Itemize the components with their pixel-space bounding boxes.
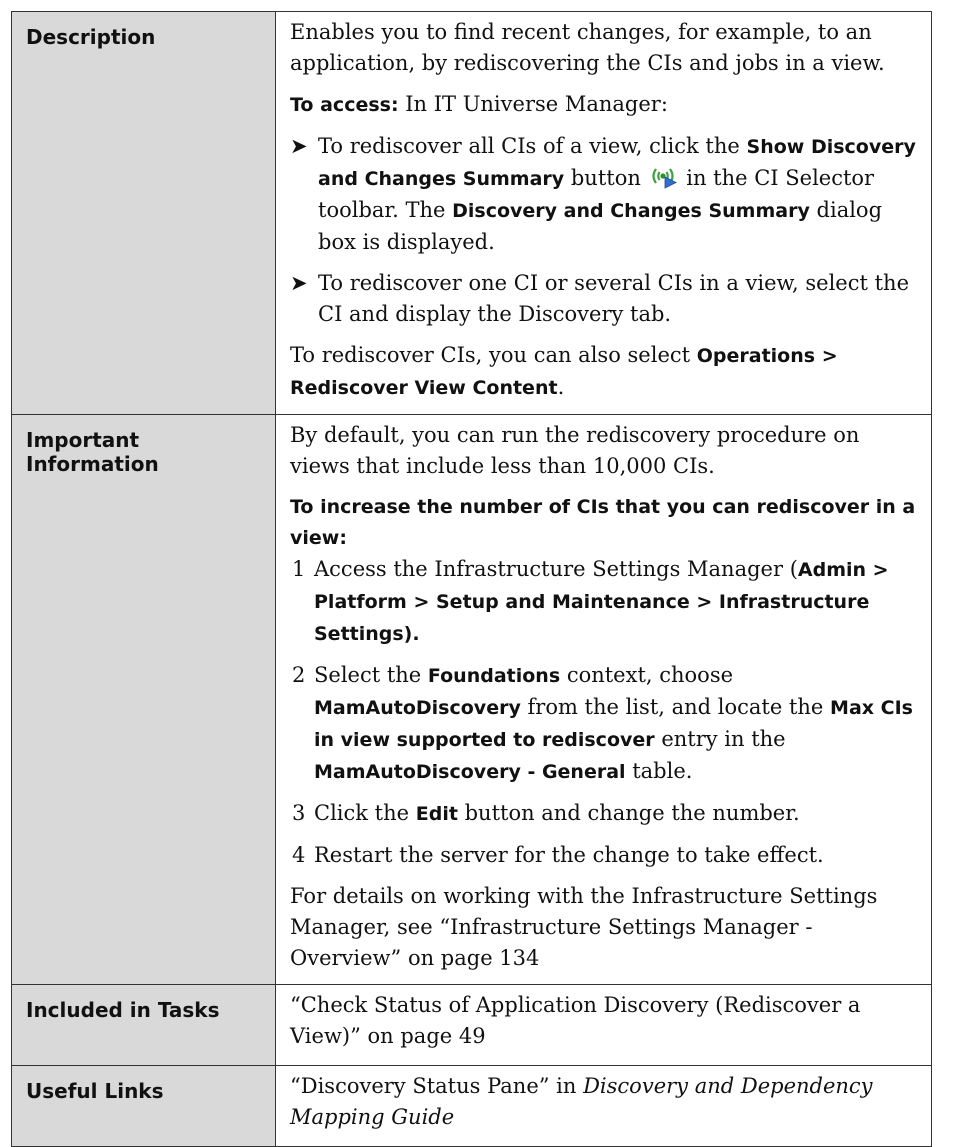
table-row: [12, 12, 932, 415]
row-label: Important Information: [12, 415, 276, 985]
text-span: Click the: [314, 801, 416, 825]
row-label: Description: [12, 12, 276, 415]
separator: >: [866, 559, 889, 581]
info-text: By default, you can run the rediscovery procedure on views that include less than 10,000 CIs.: [290, 423, 860, 478]
text-span: in the CI Selector toolbar. The: [318, 166, 875, 222]
description-text: Enables you to find recent changes, for example, to an application, by rediscovering the CIs and jobs in a view.: [290, 20, 885, 75]
list-item: [290, 798, 917, 830]
row-content: [276, 985, 932, 1066]
text-span: Access the Infrastructure Settings Manager (: [314, 557, 798, 581]
text-span: To rediscover all CIs of a view, click the: [318, 134, 747, 158]
ui-term: MamAutoDiscovery - General: [314, 761, 626, 783]
row-label: Useful Links: [12, 1066, 276, 1147]
arrow-bullet-icon: ➤: [290, 271, 308, 295]
ui-term: Operations: [696, 345, 816, 367]
text-span: context, choose: [560, 663, 734, 687]
access-label: To access:: [290, 94, 399, 116]
text-span: button: [564, 166, 648, 190]
separator: >: [815, 345, 838, 367]
guide-title: Discovery and Dependency Mapping Guide: [290, 1074, 873, 1129]
ui-term: Rediscover View Content: [290, 377, 558, 399]
separator: >: [406, 591, 436, 613]
ui-term: Foundations: [427, 665, 561, 687]
arrow-bullet-icon: ➤: [290, 134, 308, 158]
row-label: Included in Tasks: [12, 985, 276, 1066]
useful-link[interactable]: [290, 1071, 917, 1133]
also-select-line: [290, 340, 917, 404]
ui-term: Discovery and Changes Summary: [452, 200, 810, 222]
ui-term: Max CIs in view supported to rediscover: [314, 697, 913, 751]
text-span: To rediscover one CI or several CIs in a view, select the CI and display the Discovery tab.: [318, 271, 910, 326]
ui-term: Admin: [797, 559, 867, 581]
text-span: entry in the: [654, 727, 786, 751]
procedure-heading: To increase the number of CIs that you can rediscover in a view:: [290, 496, 916, 549]
show-discovery-and-changes-summary-icon: [650, 165, 678, 189]
row-content: [276, 12, 932, 415]
row-content: [276, 1066, 932, 1147]
text-span: dialog box is displayed.: [318, 198, 883, 254]
list-item: [290, 660, 917, 788]
table-row: [12, 1066, 932, 1147]
reference-table: [11, 11, 932, 1147]
step-number: 2: [292, 663, 306, 687]
row-content: [276, 415, 932, 985]
text-span: table.: [625, 759, 693, 783]
table-row: [12, 985, 932, 1066]
list-item: [290, 554, 917, 650]
text-span: “Discovery Status Pane” in: [290, 1074, 584, 1098]
step-number: 4: [292, 843, 306, 867]
ui-term: Edit: [415, 803, 458, 825]
text-span: from the list, and locate the: [520, 695, 831, 719]
list-item: [290, 131, 917, 258]
task-link[interactable]: “Check Status of Application Discovery (Rediscover a View)” on page 49: [290, 993, 861, 1048]
access-line: [290, 89, 917, 121]
text-span: To rediscover CIs, you can also select: [290, 343, 697, 367]
text-span: .: [557, 375, 565, 399]
ui-term: MamAutoDiscovery: [314, 697, 521, 719]
separator: >: [689, 591, 719, 613]
details-text: For details on working with the Infrastructure Settings Manager, see “Infrastructure Settings Manager - Overview” on page 134: [290, 884, 878, 970]
access-list: [290, 131, 917, 330]
ui-term: Platform: [314, 591, 407, 613]
list-item: [290, 840, 917, 871]
text-span: Select the: [314, 663, 428, 687]
ui-term: Show Discovery and Changes Summary: [318, 136, 916, 190]
step-number: 1: [292, 557, 306, 581]
text-span: Restart the server for the change to take effect.: [314, 843, 824, 867]
ui-term: Setup and Maintenance: [436, 591, 690, 613]
text-span: button and change the number.: [457, 801, 800, 825]
table-row: [12, 415, 932, 985]
access-text: In IT Universe Manager:: [398, 92, 668, 116]
procedure-steps: [290, 554, 917, 871]
list-item: [290, 268, 917, 330]
step-number: 3: [292, 801, 306, 825]
ui-term: Infrastructure Settings).: [314, 591, 870, 645]
